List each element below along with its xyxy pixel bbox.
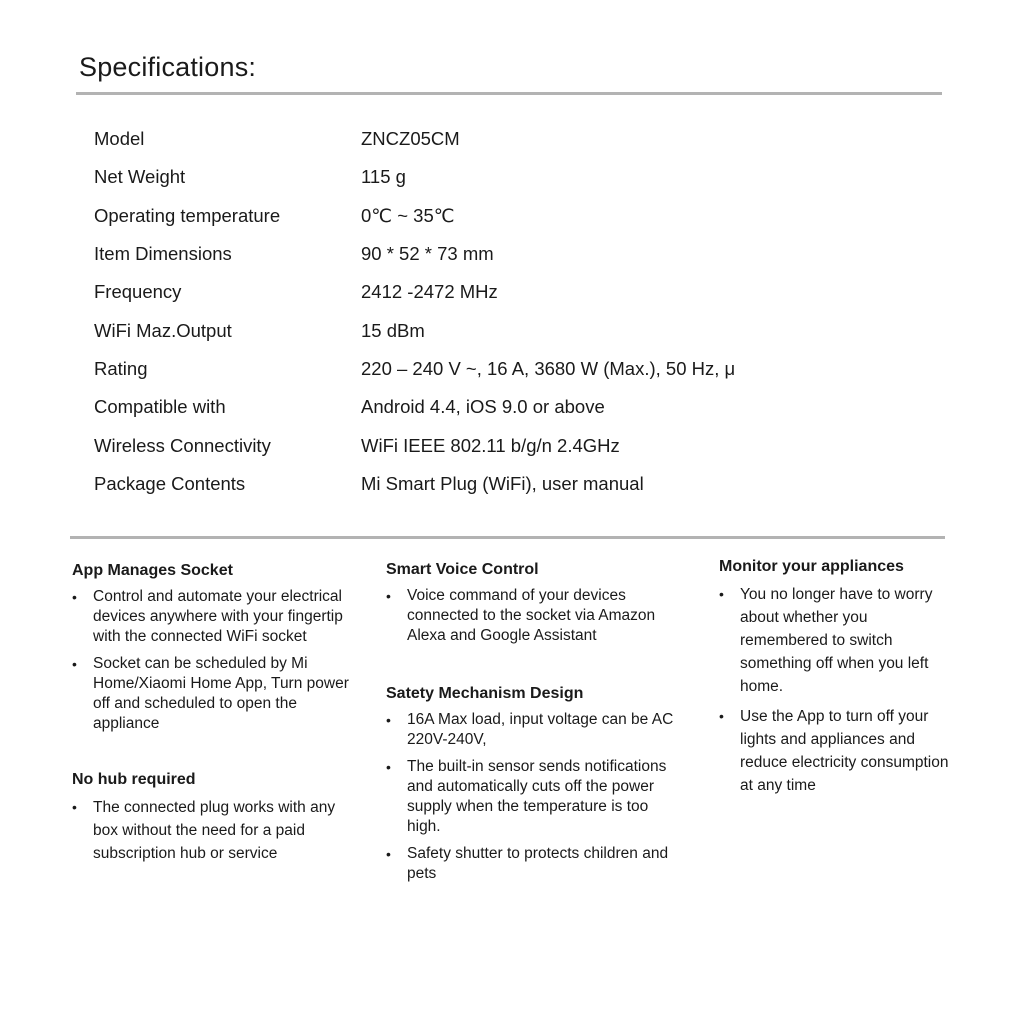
feature-smart-voice-control [386, 561, 678, 646]
page-title: Specifications: [79, 52, 257, 82]
feature-heading: No hub required [72, 771, 196, 788]
feature-bullet [72, 796, 364, 865]
feature-bullet-text: Use the App to turn off your lights and appliances and reduce electricity consumption at any time [740, 708, 949, 794]
feature-bullet-list [72, 587, 364, 734]
feature-bullet [72, 654, 364, 734]
features-column-2 [386, 561, 678, 891]
feature-bullet-list [72, 796, 364, 865]
spec-row-frequency [94, 273, 914, 311]
feature-bullet-text: Control and automate your electrical devices anywhere with your fingertip with the connected WiFi socket [93, 588, 343, 645]
feature-bullet-text: The connected plug works with any box without the need for a paid subscription hub or service [93, 799, 336, 862]
feature-bullet [386, 844, 678, 884]
feature-bullet-text: You no longer have to worry about whether you remembered to switch something off when you left home. [740, 586, 933, 695]
feature-bullet-text: The built-in sensor sends notifications and automatically cuts off the power supply when the temperature is too high. [407, 758, 667, 835]
feature-bullet-text: Safety shutter to protects children and pets [407, 845, 669, 882]
feature-bullet [719, 583, 959, 698]
spec-label: Model [94, 128, 145, 150]
bullet-icon: • [386, 846, 391, 862]
spec-value: 220 – 240 V ~, 16 A, 3680 W (Max.), 50 Hz, μ [361, 357, 736, 379]
section-divider [70, 536, 945, 539]
spec-value: Android 4.4, iOS 9.0 or above [361, 396, 605, 418]
spec-value: Mi Smart Plug (WiFi), user manual [361, 472, 644, 494]
spec-value: 15 dBm [361, 319, 425, 341]
bullet-icon: • [386, 588, 391, 604]
feature-heading: Smart Voice Control [386, 561, 539, 578]
spec-row-wireless-connectivity [94, 426, 914, 464]
feature-bullet [386, 586, 678, 646]
spec-row-wifi-output [94, 311, 914, 349]
spec-label: WiFi Maz.Output [94, 319, 232, 341]
spec-label: Compatible with [94, 396, 226, 418]
spec-value: WiFi IEEE 802.11 b/g/n 2.4GHz [361, 434, 620, 456]
feature-bullet-text: Voice command of your devices connected to the socket via Amazon Alexa and Google Assistant [407, 587, 656, 644]
spec-row-package-contents [94, 465, 914, 503]
spec-row-operating-temperature [94, 197, 914, 235]
bullet-icon: • [386, 759, 391, 775]
spec-row-compatible-with [94, 388, 914, 426]
specifications-table [94, 120, 914, 503]
spec-value: 2412 -2472 MHz [361, 281, 498, 303]
feature-app-manages-socket [72, 562, 364, 734]
feature-heading: Satety Mechanism Design [386, 685, 584, 702]
spec-row-item-dimensions [94, 235, 914, 273]
feature-bullet-list [386, 710, 678, 884]
bullet-icon: • [386, 712, 391, 728]
feature-no-hub-required [72, 771, 364, 865]
spec-value: 90 * 52 * 73 mm [361, 243, 494, 265]
feature-bullet-list [719, 583, 959, 797]
spec-row-rating [94, 350, 914, 388]
feature-bullet [72, 587, 364, 647]
spec-value: ZNCZ05CM [361, 128, 460, 150]
spec-row-net-weight [94, 158, 914, 196]
spec-row-model [94, 120, 914, 158]
feature-bullet-text: 16A Max load, input voltage can be AC 220V-240V, [407, 711, 674, 748]
bullet-icon: • [719, 586, 724, 602]
spec-label: Net Weight [94, 166, 186, 188]
feature-heading: App Manages Socket [72, 562, 233, 579]
feature-monitor-appliances [719, 558, 959, 797]
spec-label: Item Dimensions [94, 243, 232, 265]
spec-label: Operating temperature [94, 204, 281, 226]
bullet-icon: • [72, 656, 77, 672]
spec-label: Wireless Connectivity [94, 434, 271, 456]
title-divider [76, 92, 942, 95]
features-column-1 [72, 562, 364, 872]
bullet-icon: • [719, 708, 724, 724]
feature-safety-mechanism-design [386, 685, 678, 884]
bullet-icon: • [72, 799, 77, 815]
feature-heading: Monitor your appliances [719, 558, 904, 575]
feature-bullet [386, 710, 678, 750]
feature-bullet [719, 705, 959, 797]
spec-label: Rating [94, 357, 148, 379]
bullet-icon: • [72, 589, 77, 605]
feature-bullet [386, 757, 678, 837]
spec-value: 115 g [361, 166, 406, 188]
features-column-3 [719, 558, 959, 804]
spec-value: 0℃ ~ 35℃ [361, 204, 455, 226]
spec-label: Package Contents [94, 472, 246, 494]
feature-bullet-text: Socket can be scheduled by Mi Home/Xiaomi Home App, Turn power off and scheduled to open the appliance [93, 655, 349, 732]
spec-label: Frequency [94, 281, 182, 303]
feature-bullet-list [386, 586, 678, 646]
